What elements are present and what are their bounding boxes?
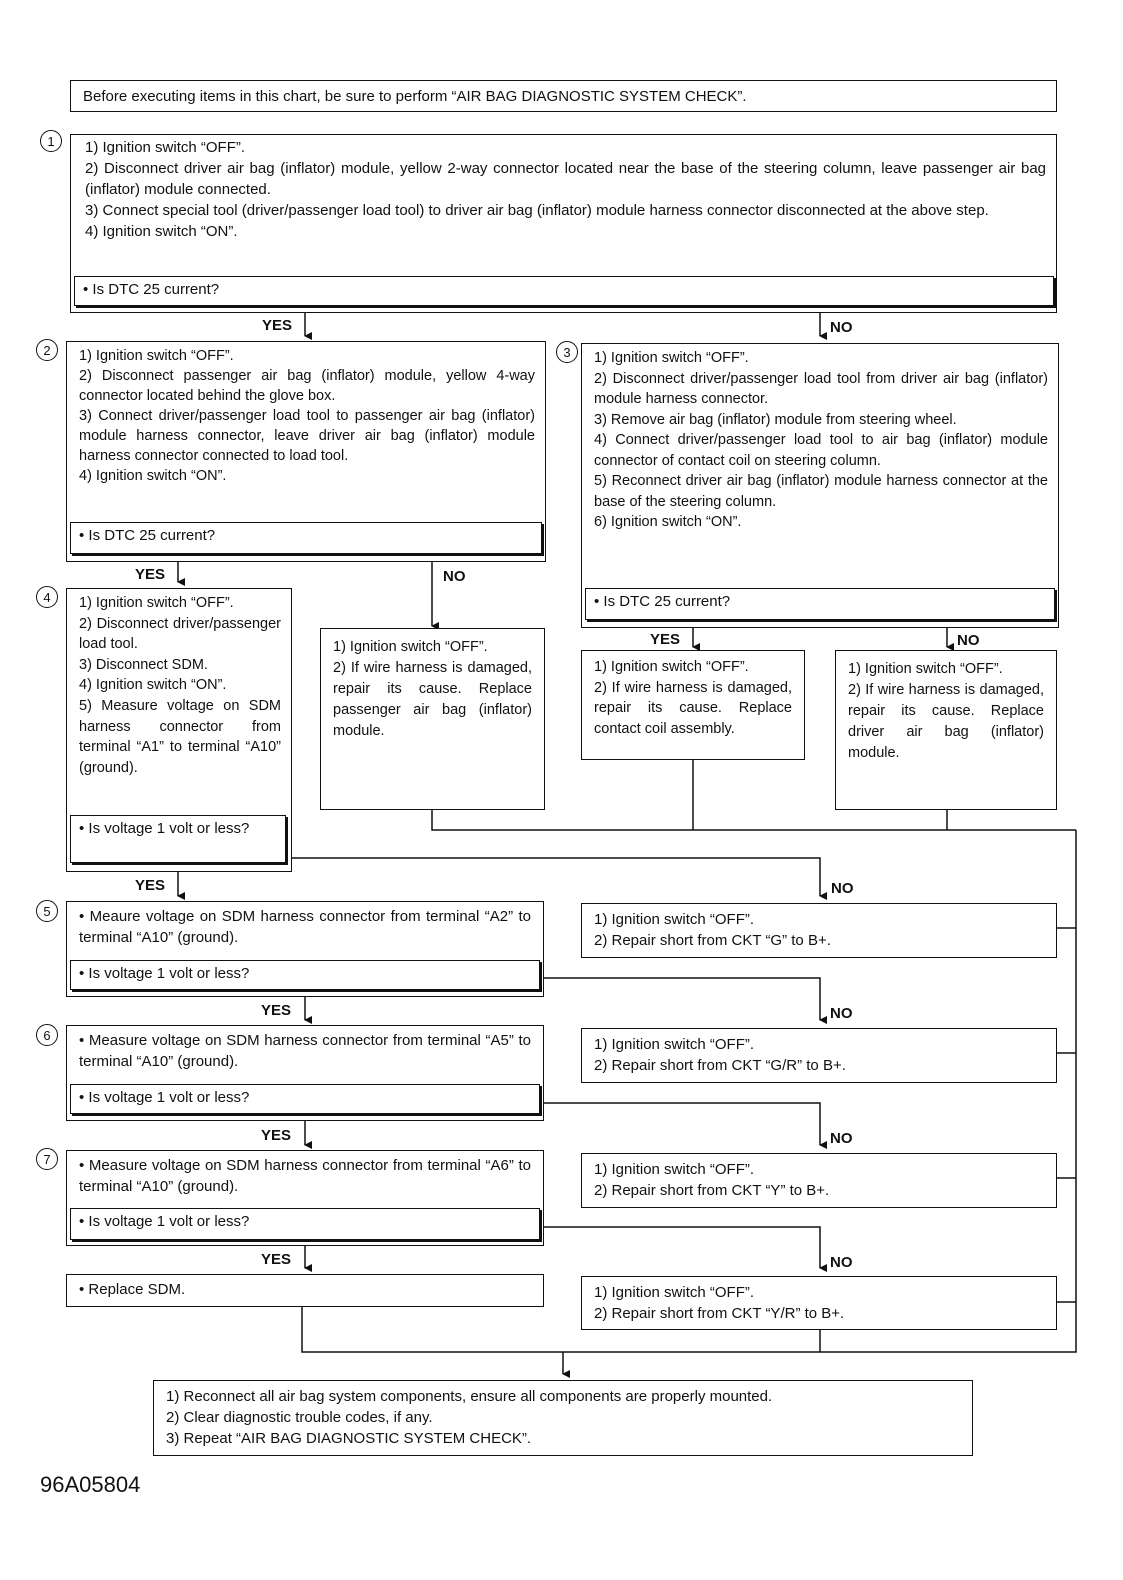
step1-no-label: NO: [830, 319, 853, 336]
step4-question: • Is voltage 1 volt or less?: [70, 815, 286, 863]
step1-item: 4) Ignition switch “ON”.: [85, 223, 238, 240]
replace-sdm-item: • Replace SDM.: [79, 1281, 186, 1298]
final-steps-box: [153, 1380, 973, 1456]
step3-item: 3) Remove air bag (inflator) module from steering wheel.: [594, 411, 957, 428]
step3-item: 1) Ignition switch “OFF”.: [594, 350, 749, 366]
step-number-1: 1: [40, 130, 62, 152]
figure-code: 96A05804: [40, 1472, 141, 1497]
result7-item: 2) Repair short from CKT “Y” to B+.: [594, 1182, 830, 1199]
step2-item: 4) Ignition switch “ON”.: [79, 468, 227, 484]
result5-item: 2) Repair short from CKT “G” to B+.: [594, 932, 831, 949]
step-number-3: 3: [556, 341, 578, 363]
repair-ckt-yr-box: [581, 1276, 1057, 1330]
step2-yes-label: YES: [135, 566, 166, 583]
step1-item: 3) Connect special tool (driver/passenger load tool) to driver air bag (inflator) module harness connector disconnected at the above step.: [85, 202, 989, 219]
step7-item: • Measure voltage on SDM harness connector from terminal “A6” to terminal “A10” (ground).: [79, 1157, 531, 1195]
result8-item: 2) Repair short from CKT “Y/R” to B+.: [594, 1305, 845, 1322]
step1-question: • Is DTC 25 current?: [74, 276, 1054, 306]
step-number-6: 6: [36, 1024, 58, 1046]
passenger-result-item: 1) Ignition switch “OFF”.: [333, 639, 488, 655]
replace-driver-module-box: [835, 650, 1057, 810]
repair-ckt-y-box: [581, 1153, 1057, 1208]
result6-item: 1) Ignition switch “OFF”.: [594, 1036, 755, 1053]
step4-yes-label: YES: [135, 877, 166, 894]
step3-question: • Is DTC 25 current?: [585, 588, 1055, 620]
step3-box: [581, 343, 1059, 628]
step5-yes-label: YES: [261, 1002, 292, 1019]
step2-item: 3) Connect driver/passenger load tool to passenger air bag (inflator) module harness connector, leave driver air bag (inflator) module harness connector connected to load tool.: [79, 408, 535, 464]
step-number-5: 5: [36, 900, 58, 922]
step4-item: 1) Ignition switch “OFF”.: [79, 595, 234, 611]
step-number-7: 7: [36, 1148, 58, 1170]
passenger-result-item: 2) If wire harness is damaged, repair its cause. Replace passenger air bag (inflator) module.: [333, 660, 532, 739]
step3-item: 5) Reconnect driver air bag (inflator) module harness connector at the base of the steering column.: [594, 473, 1048, 510]
step5-item: • Meaure voltage on SDM harness connector from terminal “A2” to terminal “A10” (ground).: [79, 908, 531, 946]
step7-yes-label: YES: [261, 1251, 292, 1268]
step1-item: 2) Disconnect driver air bag (inflator) module, yellow 2-way connector located near the base of the steering column, leave passenger air bag (inflator) module connected.: [85, 160, 1046, 198]
step-number-4: 4: [36, 586, 58, 608]
step3-item: 4) Connect driver/passenger load tool to air bag (inflator) module connector of contact coil on steering column.: [594, 432, 1048, 469]
result7-item: 1) Ignition switch “OFF”.: [594, 1161, 755, 1178]
step4-item: 5) Measure voltage on SDM harness connector from terminal “A1” to terminal “A10” (ground).: [79, 697, 281, 776]
step4-item: 2) Disconnect driver/passenger load tool.: [79, 615, 281, 653]
step2-item: 2) Disconnect passenger air bag (inflator) module, yellow 4-way connector located behind the glove box.: [79, 368, 535, 404]
precondition-note: [70, 80, 1057, 112]
step4-no-label: NO: [831, 880, 854, 897]
replace-sdm-box: [66, 1274, 544, 1307]
step6-question: • Is voltage 1 volt or less?: [70, 1084, 540, 1114]
repair-ckt-g-box: [581, 903, 1057, 958]
step3-item: 6) Ignition switch “ON”.: [594, 514, 742, 530]
step1-yes-label: YES: [262, 317, 293, 334]
replace-passenger-module-box: [320, 628, 545, 810]
replace-contact-coil-box: [581, 650, 805, 760]
coil-result-item: 1) Ignition switch “OFF”.: [594, 659, 749, 675]
step5-no-label: NO: [830, 1005, 853, 1022]
result6-item: 2) Repair short from CKT “G/R” to B+.: [594, 1057, 846, 1074]
step-number-2: 2: [36, 339, 58, 361]
step3-yes-label: YES: [650, 631, 681, 648]
step6-no-label: NO: [830, 1130, 853, 1147]
result5-item: 1) Ignition switch “OFF”.: [594, 911, 755, 928]
step3-no-label: NO: [957, 632, 980, 649]
step1-item: 1) Ignition switch “OFF”.: [85, 139, 246, 156]
repair-ckt-gr-box: [581, 1028, 1057, 1083]
step4-item: 4) Ignition switch “ON”.: [79, 677, 227, 694]
precondition-text: Before executing items in this chart, be sure to perform “AIR BAG DIAGNOSTIC SYSTEM CHECK”.: [83, 88, 747, 105]
step2-no-label: NO: [443, 568, 466, 585]
step7-question: • Is voltage 1 volt or less?: [70, 1208, 540, 1240]
step6-item: • Measure voltage on SDM harness connector from terminal “A5” to terminal “A10” (ground).: [79, 1032, 531, 1070]
result8-item: 1) Ignition switch “OFF”.: [594, 1284, 755, 1301]
step4-item: 3) Disconnect SDM.: [79, 656, 208, 673]
step3-item: 2) Disconnect driver/passenger load tool from driver air bag (inflator) module harness connector.: [594, 370, 1048, 407]
final-item: 2) Clear diagnostic trouble codes, if any.: [166, 1409, 433, 1426]
step5-question: • Is voltage 1 volt or less?: [70, 960, 540, 990]
driver-result-item: 1) Ignition switch “OFF”.: [848, 661, 1003, 677]
step2-item: 1) Ignition switch “OFF”.: [79, 348, 234, 364]
step2-question: • Is DTC 25 current?: [70, 522, 542, 554]
driver-result-item: 2) If wire harness is damaged, repair its cause. Replace driver air bag (inflator) module.: [848, 682, 1044, 761]
step7-no-label: NO: [830, 1254, 853, 1271]
final-item: 3) Repeat “AIR BAG DIAGNOSTIC SYSTEM CHECK”.: [166, 1430, 532, 1447]
step6-yes-label: YES: [261, 1127, 292, 1144]
final-item: 1) Reconnect all air bag system components, ensure all components are properly mounted.: [166, 1388, 773, 1405]
coil-result-item: 2) If wire harness is damaged, repair its cause. Replace contact coil assembly.: [594, 679, 792, 737]
